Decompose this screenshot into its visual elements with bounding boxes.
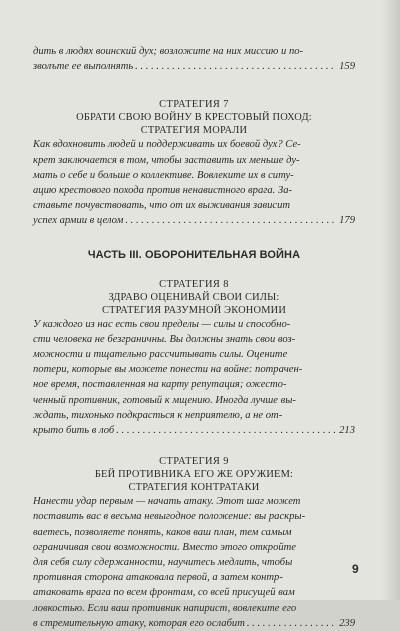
entry-line: зволъте ее выполнять [33, 61, 134, 73]
summary-line: противная сторона атаковала первой, а затем контр- [33, 572, 283, 584]
page-edge-shadow [382, 0, 400, 600]
strategy-number: СТРАТЕГИЯ 7 [159, 99, 229, 111]
entry-last-line [33, 59, 355, 74]
strategy-subtitle: СТРАТЕГИЯ МОРАЛИ [140, 125, 248, 137]
summary-line: Как вдохновить людей и поддерживать их боевой дух? Се- [33, 139, 301, 151]
summary-line: потери, которые вы можете понести на войне: потрачен- [33, 364, 303, 376]
dot-leader [116, 423, 337, 438]
strategy-number: СТРАТЕГИЯ 8 [159, 278, 229, 290]
summary-line: ограничивая свои возможности. Вместо этого откройте [33, 541, 297, 553]
summary-line: мать о себе и больше о коллективе. Вовлеките их в ситу- [33, 169, 294, 181]
summary-line: ное время, поставленная на карту репутация; ожесто- [33, 379, 287, 391]
strategy-subtitle: СТРАТЕГИЯ РАЗУМНОЙ ЭКОНОМИИ [101, 304, 287, 316]
summary-line: У каждого из нас есть свои пределы — силы и способно- [33, 318, 291, 330]
toc-entry-strategy-8 [33, 278, 355, 439]
summary-line: атаковать врага по всем фронтам, со всей присущей вам [33, 587, 295, 599]
page-ref: 159 [339, 61, 355, 73]
strategy-summary [33, 494, 355, 631]
summary-last-line [33, 616, 355, 631]
strategy-title-line: БЕЙ ПРОТИВНИКА ЕГО ЖЕ ОРУЖИЕМ: [94, 469, 294, 481]
toc-entry-strategy-9 [33, 455, 355, 631]
summary-line: поставить вас в весьма невыгодное положение: вы раскры- [33, 511, 306, 523]
summary-last-line [33, 423, 355, 438]
summary-line: крет заключается в том, чтобы заставить их меньше ду- [33, 154, 300, 166]
page-number: 9 [352, 562, 359, 576]
page-ref: 179 [339, 215, 355, 227]
summary-line: ваетесь, позволяете понять, каков ваш план, тем самым [33, 526, 292, 538]
summary-line: Нанести удар первым — начать атаку. Этот шаг может [33, 496, 301, 508]
toc-entry-continuation [33, 44, 355, 74]
summary-line: ставьте почувствовать, что от их выживания зависит [33, 200, 291, 212]
summary-line: в стремительную атаку, которая его ослабит [33, 617, 245, 629]
summary-line: можности и тщательно рассчитывать силы. Оцените [33, 349, 288, 361]
table-of-contents [33, 44, 355, 631]
summary-line: ченный противник, готовый к мщению. Иногда лучше вы- [33, 394, 296, 406]
summary-line: сти человека не безграничны. Вы должны знать свои воз- [33, 333, 296, 345]
dot-leader [135, 59, 337, 74]
strategy-subtitle: СТРАТЕГИЯ КОНТРАТАКИ [128, 482, 260, 494]
entry-line: дить в людях воинский дух; возложите на них миссию и по- [33, 46, 304, 57]
summary-line: ацию крестового похода против ненавистного врага. За- [33, 185, 293, 197]
strategy-summary [33, 317, 355, 439]
strategy-title-line: ОБРАТИ СВОЮ ВОЙНУ В КРЕСТОВЫЙ ПОХОД: [76, 112, 312, 124]
dot-leader [125, 213, 337, 228]
summary-line: успех армии в целом [33, 215, 124, 227]
strategy-title-line: ЗДРАВО ОЦЕНИВАЙ СВОИ СИЛЫ: [108, 291, 280, 303]
part-heading: ЧАСТЬ III. ОБОРОНИТЕЛЬНАЯ ВОЙНА [87, 248, 301, 261]
dot-leader [247, 616, 337, 631]
summary-line: ждать, тихонько подкрасться к неприятелю, а не от- [33, 409, 283, 421]
strategy-number: СТРАТЕГИЯ 9 [159, 456, 229, 468]
strategy-summary [33, 137, 355, 228]
toc-entry-strategy-7 [33, 98, 355, 228]
summary-last-line [33, 213, 355, 228]
page-ref: 239 [339, 617, 355, 629]
summary-line: крыто бить в лоб [33, 425, 115, 437]
page-ref: 213 [339, 425, 355, 437]
summary-line: для себя силу сдержанности, научитесь медлить, чтобы [33, 557, 293, 569]
summary-line: ловкостью. Если ваш противник напирист, вовлеките его [33, 602, 297, 614]
